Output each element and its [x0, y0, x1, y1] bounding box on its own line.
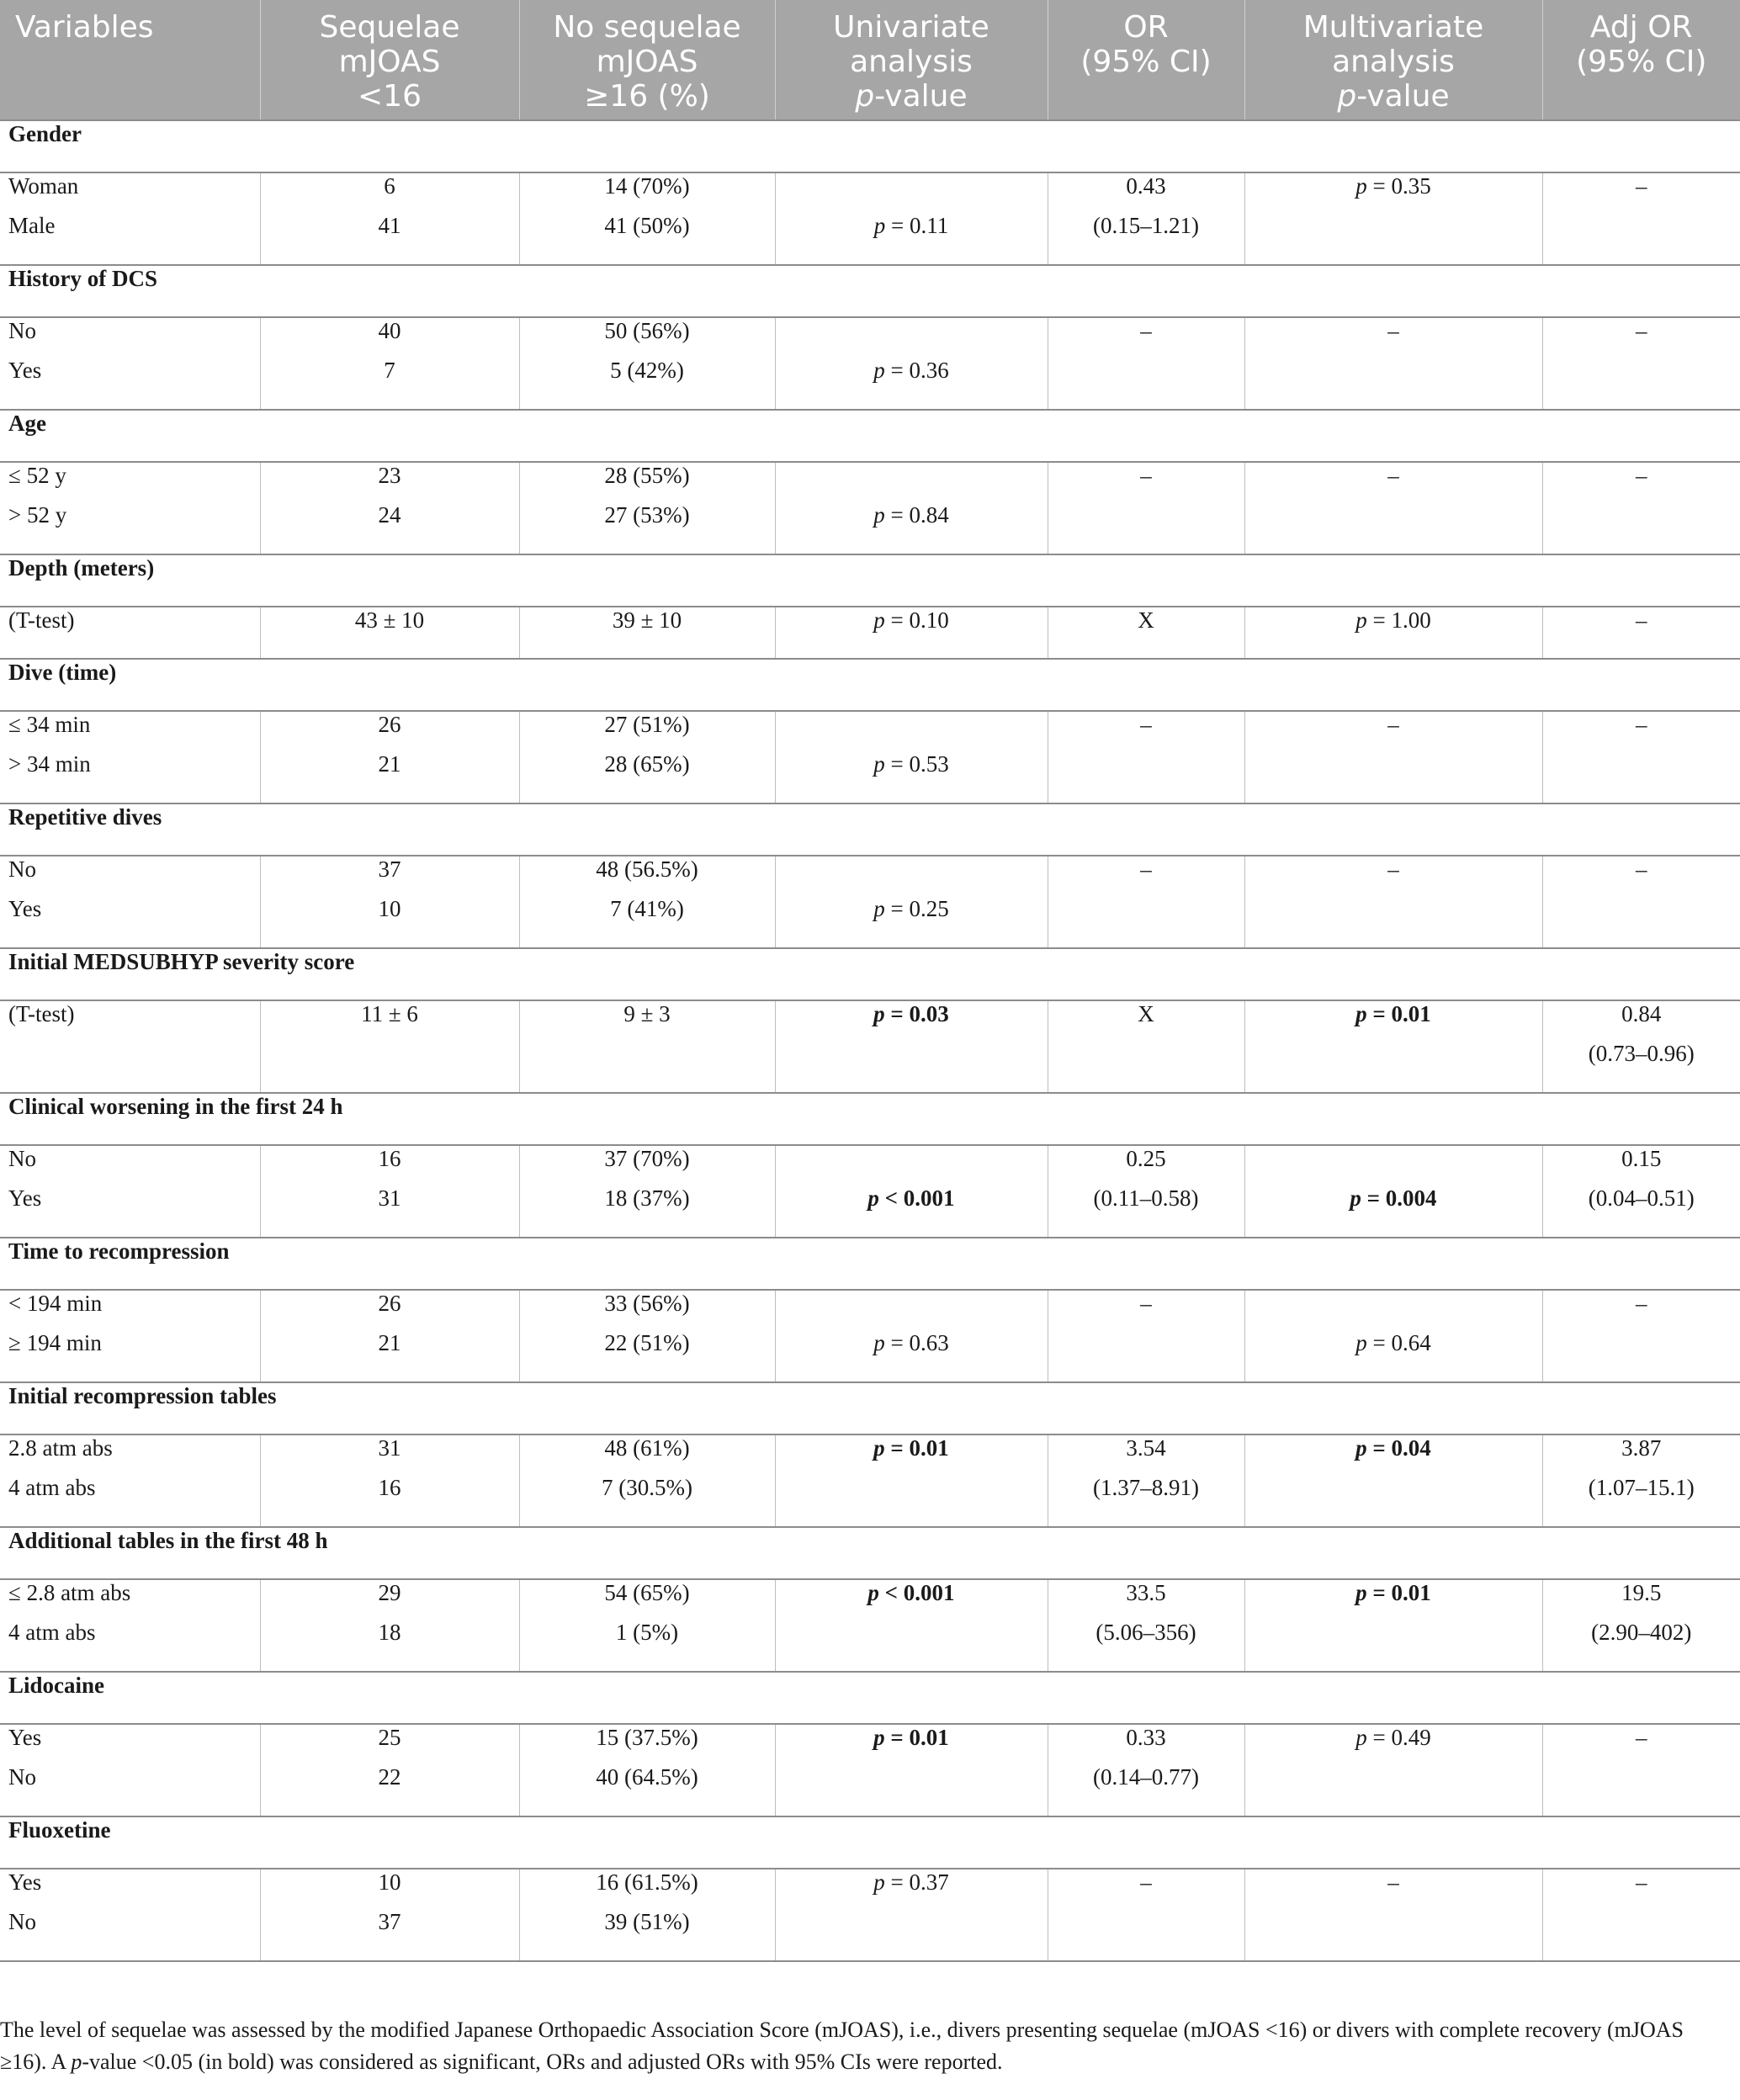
cell-variables: (T-test)	[0, 1000, 260, 1041]
cell-or-ci: –	[1048, 1869, 1244, 1909]
cell-univariate-p	[775, 1145, 1048, 1185]
header-line: Adj OR	[1589, 10, 1693, 45]
cell-multivariate-p: p = 0.64	[1244, 1330, 1542, 1382]
cell-adj-or-ci: 3.87	[1542, 1434, 1740, 1475]
cell-or-ci: 33.5	[1048, 1579, 1244, 1620]
cell-sequelae: 16	[260, 1475, 519, 1527]
table-row	[0, 896, 1740, 948]
cell-or-ci: –	[1048, 317, 1244, 358]
header-line: mJOAS	[338, 45, 441, 79]
cell-adj-or-ci: –	[1542, 462, 1740, 502]
cell-no-sequelae: 15 (37.5%)	[519, 1724, 775, 1764]
table-row	[0, 462, 1740, 502]
section-row	[0, 410, 1740, 462]
cell-variables: < 194 min	[0, 1290, 260, 1330]
cell-univariate-p	[775, 711, 1048, 751]
cell-no-sequelae: 7 (30.5%)	[519, 1475, 775, 1527]
cell-variables: ≤ 52 y	[0, 462, 260, 502]
header-line: No sequelae	[553, 10, 741, 45]
cell-variables: Woman	[0, 172, 260, 213]
section-title: History of DCS	[0, 265, 1740, 317]
cell-adj-or-ci: (2.90–402)	[1542, 1620, 1740, 1672]
cell-no-sequelae: 28 (55%)	[519, 462, 775, 502]
cell-multivariate-p	[1244, 751, 1542, 803]
header-line: Variables	[15, 10, 154, 45]
cell-or-ci: (0.11–0.58)	[1048, 1185, 1244, 1238]
section-row	[0, 1672, 1740, 1724]
cell-no-sequelae: 50 (56%)	[519, 317, 775, 358]
cell-univariate-p: p = 0.11	[775, 213, 1048, 265]
cell-variables: No	[0, 856, 260, 896]
cell-univariate-p: p = 0.03	[775, 1000, 1048, 1041]
cell-sequelae: 18	[260, 1620, 519, 1672]
table-footnote	[0, 2014, 1740, 2078]
cell-adj-or-ci: –	[1542, 856, 1740, 896]
cell-adj-or-ci	[1542, 896, 1740, 948]
cell-sequelae: 31	[260, 1434, 519, 1475]
cell-adj-or-ci: 0.15	[1542, 1145, 1740, 1185]
table-header-row	[0, 0, 1740, 120]
cell-univariate-p: p < 0.001	[775, 1579, 1048, 1620]
cell-multivariate-p	[1244, 502, 1542, 554]
cell-multivariate-p: p = 0.004	[1244, 1185, 1542, 1238]
cell-univariate-p: p = 0.84	[775, 502, 1048, 554]
cell-no-sequelae: 48 (56.5%)	[519, 856, 775, 896]
cell-sequelae: 23	[260, 462, 519, 502]
cell-multivariate-p: p = 1.00	[1244, 607, 1542, 659]
cell-adj-or-ci: (0.73–0.96)	[1542, 1041, 1740, 1093]
cell-univariate-p	[775, 317, 1048, 358]
cell-multivariate-p: p = 0.35	[1244, 172, 1542, 213]
cell-variables: > 34 min	[8, 751, 91, 777]
section-title: Clinical worsening in the first 24 h	[0, 1093, 1740, 1145]
cell-adj-or-ci: (1.07–15.1)	[1542, 1475, 1740, 1527]
cell-or-ci: X	[1048, 1000, 1244, 1041]
cell-sequelae: 29	[260, 1579, 519, 1620]
cell-no-sequelae: 33 (56%)	[519, 1290, 775, 1330]
cell-univariate-p: p = 0.36	[775, 358, 1048, 410]
header-line: ≥16 (%)	[584, 79, 710, 114]
cell-or-ci: (0.14–0.77)	[1048, 1764, 1244, 1816]
table-row	[0, 1145, 1740, 1185]
table-row	[0, 502, 1740, 554]
table-row	[0, 1000, 1740, 1041]
table-row	[0, 358, 1740, 410]
table-row	[0, 1041, 1740, 1093]
cell-adj-or-ci	[1542, 213, 1740, 265]
cell-multivariate-p: –	[1244, 1869, 1542, 1909]
cell-variables: Yes	[8, 1185, 42, 1211]
cell-no-sequelae: 40 (64.5%)	[519, 1764, 775, 1816]
cell-or-ci	[1048, 1909, 1244, 1961]
cell-univariate-p	[775, 462, 1048, 502]
section-title: Initial MEDSUBHYP severity score	[0, 948, 1740, 1000]
cell-univariate-p	[775, 1290, 1048, 1330]
section-title: Depth (meters)	[0, 554, 1740, 607]
table-row	[0, 1434, 1740, 1475]
header-variables	[0, 0, 260, 120]
cell-univariate-p	[775, 1475, 1048, 1527]
section-title: Age	[0, 410, 1740, 462]
cell-multivariate-p	[1244, 1764, 1542, 1816]
cell-or-ci: (1.37–8.91)	[1048, 1475, 1244, 1527]
cell-adj-or-ci: –	[1542, 1724, 1740, 1764]
cell-no-sequelae: 18 (37%)	[519, 1185, 775, 1238]
cell-variables: 4 atm abs	[8, 1475, 96, 1500]
cell-sequelae: 22	[260, 1764, 519, 1816]
section-row	[0, 1382, 1740, 1434]
cell-no-sequelae: 48 (61%)	[519, 1434, 775, 1475]
cell-sequelae: 41	[260, 213, 519, 265]
section-row	[0, 659, 1740, 711]
table-row	[0, 711, 1740, 751]
cell-no-sequelae: 27 (53%)	[519, 502, 775, 554]
cell-multivariate-p: –	[1244, 711, 1542, 751]
cell-sequelae: 21	[260, 1330, 519, 1382]
cell-multivariate-p	[1244, 1290, 1542, 1330]
header-line: Multivariate	[1302, 10, 1484, 45]
header-line: analysis	[850, 45, 973, 79]
cell-or-ci: 0.25	[1048, 1145, 1244, 1185]
cell-adj-or-ci	[1542, 751, 1740, 803]
table-row	[0, 172, 1740, 213]
section-title: Repetitive dives	[0, 803, 1740, 856]
section-title: Lidocaine	[0, 1672, 1740, 1724]
cell-sequelae: 25	[260, 1724, 519, 1764]
cell-sequelae: 16	[260, 1145, 519, 1185]
cell-sequelae: 24	[260, 502, 519, 554]
cell-variables: Yes	[8, 358, 42, 383]
table-body	[0, 120, 1740, 1961]
cell-variables: > 52 y	[8, 502, 67, 528]
cell-adj-or-ci: –	[1542, 317, 1740, 358]
cell-variables: Yes	[0, 1869, 260, 1909]
table-row	[0, 856, 1740, 896]
cell-univariate-p: p = 0.53	[775, 751, 1048, 803]
cell-no-sequelae: 39 ± 10	[519, 607, 775, 659]
cell-variables: Yes	[0, 1724, 260, 1764]
section-title: Additional tables in the first 48 h	[0, 1527, 1740, 1579]
header-line: Univariate	[833, 10, 989, 45]
table-row	[0, 607, 1740, 659]
cell-adj-or-ci	[1542, 1909, 1740, 1961]
section-row	[0, 1238, 1740, 1290]
section-title: Dive (time)	[0, 659, 1740, 711]
section-row	[0, 554, 1740, 607]
cell-no-sequelae: 5 (42%)	[519, 358, 775, 410]
cell-variables: Male	[8, 213, 56, 238]
cell-univariate-p	[775, 1764, 1048, 1816]
cell-multivariate-p	[1244, 1620, 1542, 1672]
cell-adj-or-ci: (0.04–0.51)	[1542, 1185, 1740, 1238]
header-or-ci	[1048, 0, 1244, 120]
cell-variables: No	[0, 1145, 260, 1185]
header-line: analysis	[1332, 45, 1455, 79]
cell-no-sequelae: 37 (70%)	[519, 1145, 775, 1185]
cell-multivariate-p: p = 0.01	[1244, 1000, 1542, 1041]
cell-sequelae: 11 ± 6	[260, 1000, 519, 1041]
section-title: Initial recompression tables	[0, 1382, 1740, 1434]
cell-variables: 4 atm abs	[8, 1620, 96, 1645]
cell-sequelae: 10	[260, 896, 519, 948]
cell-univariate-p: p = 0.01	[775, 1434, 1048, 1475]
header-univariate-p	[775, 0, 1048, 120]
cell-no-sequelae: 41 (50%)	[519, 213, 775, 265]
section-title: Time to recompression	[0, 1238, 1740, 1290]
cell-adj-or-ci	[1542, 1764, 1740, 1816]
cell-multivariate-p: –	[1244, 856, 1542, 896]
cell-multivariate-p	[1244, 358, 1542, 410]
cell-adj-or-ci: 19.5	[1542, 1579, 1740, 1620]
cell-sequelae: 37	[260, 856, 519, 896]
section-title: Fluoxetine	[0, 1816, 1740, 1869]
footnote-line: The level of sequelae was assessed by the modified Japanese Orthopaedic Association Score (mJOAS), i.e., divers presenting sequelae (mJOAS <16) or divers with complete recovery (mJOAS	[0, 2018, 1684, 2042]
cell-no-sequelae: 54 (65%)	[519, 1579, 775, 1620]
table-row	[0, 1724, 1740, 1764]
table-row	[0, 1579, 1740, 1620]
header-line: p-value	[855, 79, 968, 114]
cell-no-sequelae: 28 (65%)	[519, 751, 775, 803]
cell-sequelae: 31	[260, 1185, 519, 1238]
table-row	[0, 1475, 1740, 1527]
cell-sequelae: 43 ± 10	[260, 607, 519, 659]
cell-univariate-p	[775, 856, 1048, 896]
header-line: OR	[1123, 10, 1169, 45]
cell-variables: Yes	[8, 896, 42, 921]
header-line: mJOAS	[596, 45, 698, 79]
cell-univariate-p: p < 0.001	[775, 1185, 1048, 1238]
cell-multivariate-p	[1244, 1909, 1542, 1961]
cell-or-ci: 0.33	[1048, 1724, 1244, 1764]
table-row	[0, 1909, 1740, 1961]
cell-adj-or-ci: 0.84	[1542, 1000, 1740, 1041]
cell-multivariate-p: p = 0.04	[1244, 1434, 1542, 1475]
cell-multivariate-p: –	[1244, 462, 1542, 502]
cell-no-sequelae: 9 ± 3	[519, 1000, 775, 1041]
table-row	[0, 751, 1740, 803]
cell-no-sequelae: 14 (70%)	[519, 172, 775, 213]
cell-variables: No	[0, 317, 260, 358]
table-row	[0, 1620, 1740, 1672]
cell-variables: ≤ 34 min	[0, 711, 260, 751]
cell-univariate-p	[775, 172, 1048, 213]
cell-multivariate-p	[1244, 213, 1542, 265]
section-row	[0, 265, 1740, 317]
cell-adj-or-ci: –	[1542, 711, 1740, 751]
cell-adj-or-ci	[1542, 1330, 1740, 1382]
table-row	[0, 1290, 1740, 1330]
section-row	[0, 948, 1740, 1000]
table-row	[0, 1869, 1740, 1909]
cell-no-sequelae: 16 (61.5%)	[519, 1869, 775, 1909]
section-title: Gender	[0, 120, 1740, 172]
cell-or-ci: –	[1048, 856, 1244, 896]
cell-multivariate-p: p = 0.49	[1244, 1724, 1542, 1764]
table-row	[0, 1764, 1740, 1816]
cell-no-sequelae: 22 (51%)	[519, 1330, 775, 1382]
cell-adj-or-ci: –	[1542, 607, 1740, 659]
cell-univariate-p: p = 0.63	[775, 1330, 1048, 1382]
cell-or-ci	[1048, 1330, 1244, 1382]
header-sequelae	[260, 0, 519, 120]
cell-variables: No	[0, 1909, 260, 1961]
cell-or-ci	[1048, 896, 1244, 948]
header-line: Sequelae	[319, 10, 460, 45]
cell-adj-or-ci	[1542, 358, 1740, 410]
cell-or-ci: (0.15–1.21)	[1048, 213, 1244, 265]
cell-no-sequelae: 1 (5%)	[519, 1620, 775, 1672]
cell-no-sequelae	[519, 1041, 775, 1093]
header-line: p-value	[1337, 79, 1450, 114]
section-row	[0, 1527, 1740, 1579]
table-row	[0, 1330, 1740, 1382]
cell-adj-or-ci: –	[1542, 172, 1740, 213]
cell-univariate-p	[775, 1041, 1048, 1093]
section-row	[0, 803, 1740, 856]
cell-sequelae: 10	[260, 1869, 519, 1909]
cell-no-sequelae: 39 (51%)	[519, 1909, 775, 1961]
cell-univariate-p: p = 0.37	[775, 1869, 1048, 1909]
section-row	[0, 1816, 1740, 1869]
cell-no-sequelae: 27 (51%)	[519, 711, 775, 751]
cell-adj-or-ci: –	[1542, 1290, 1740, 1330]
cell-multivariate-p: –	[1244, 317, 1542, 358]
header-no-sequelae	[519, 0, 775, 120]
cell-sequelae: 26	[260, 711, 519, 751]
cell-variables: ≤ 2.8 atm abs	[0, 1579, 260, 1620]
cell-multivariate-p	[1244, 1145, 1542, 1185]
section-row	[0, 120, 1740, 172]
header-line: (95% CI)	[1576, 45, 1707, 79]
cell-variables	[0, 1041, 260, 1093]
cell-sequelae	[260, 1041, 519, 1093]
cell-multivariate-p: p = 0.01	[1244, 1579, 1542, 1620]
cell-univariate-p	[775, 1620, 1048, 1672]
cell-or-ci	[1048, 751, 1244, 803]
cell-adj-or-ci: –	[1542, 1869, 1740, 1909]
cell-sequelae: 21	[260, 751, 519, 803]
header-multivariate-p	[1244, 0, 1542, 120]
cell-sequelae: 6	[260, 172, 519, 213]
cell-or-ci: 0.43	[1048, 172, 1244, 213]
header-line: (95% CI)	[1080, 45, 1212, 79]
table-row	[0, 317, 1740, 358]
cell-or-ci	[1048, 502, 1244, 554]
section-row	[0, 1093, 1740, 1145]
cell-univariate-p: p = 0.25	[775, 896, 1048, 948]
cell-variables: ≥ 194 min	[8, 1330, 102, 1355]
cell-sequelae: 37	[260, 1909, 519, 1961]
table-row	[0, 1185, 1740, 1238]
cell-sequelae: 40	[260, 317, 519, 358]
header-line: <16	[358, 79, 422, 114]
cell-sequelae: 26	[260, 1290, 519, 1330]
cell-univariate-p	[775, 1909, 1048, 1961]
cell-or-ci: 3.54	[1048, 1434, 1244, 1475]
cell-or-ci: –	[1048, 1290, 1244, 1330]
cell-sequelae: 7	[260, 358, 519, 410]
cell-multivariate-p	[1244, 1041, 1542, 1093]
cell-variables: (T-test)	[0, 607, 260, 659]
cell-variables: 2.8 atm abs	[0, 1434, 260, 1475]
cell-variables: No	[8, 1764, 36, 1790]
table-row	[0, 213, 1740, 265]
cell-univariate-p: p = 0.01	[775, 1724, 1048, 1764]
cell-univariate-p: p = 0.10	[775, 607, 1048, 659]
cell-or-ci: –	[1048, 711, 1244, 751]
cell-adj-or-ci	[1542, 502, 1740, 554]
footnote-line: ≥16). A p-value <0.05 (in bold) was considered as significant, ORs and adjusted ORs with 95% CIs were reported.	[0, 2050, 1003, 2074]
cell-multivariate-p	[1244, 1475, 1542, 1527]
cell-or-ci: X	[1048, 607, 1244, 659]
cell-or-ci: –	[1048, 462, 1244, 502]
cell-no-sequelae: 7 (41%)	[519, 896, 775, 948]
header-adj-or-ci	[1542, 0, 1740, 120]
cell-or-ci: (5.06–356)	[1048, 1620, 1244, 1672]
cell-or-ci	[1048, 358, 1244, 410]
cell-multivariate-p	[1244, 896, 1542, 948]
cell-or-ci	[1048, 1041, 1244, 1093]
